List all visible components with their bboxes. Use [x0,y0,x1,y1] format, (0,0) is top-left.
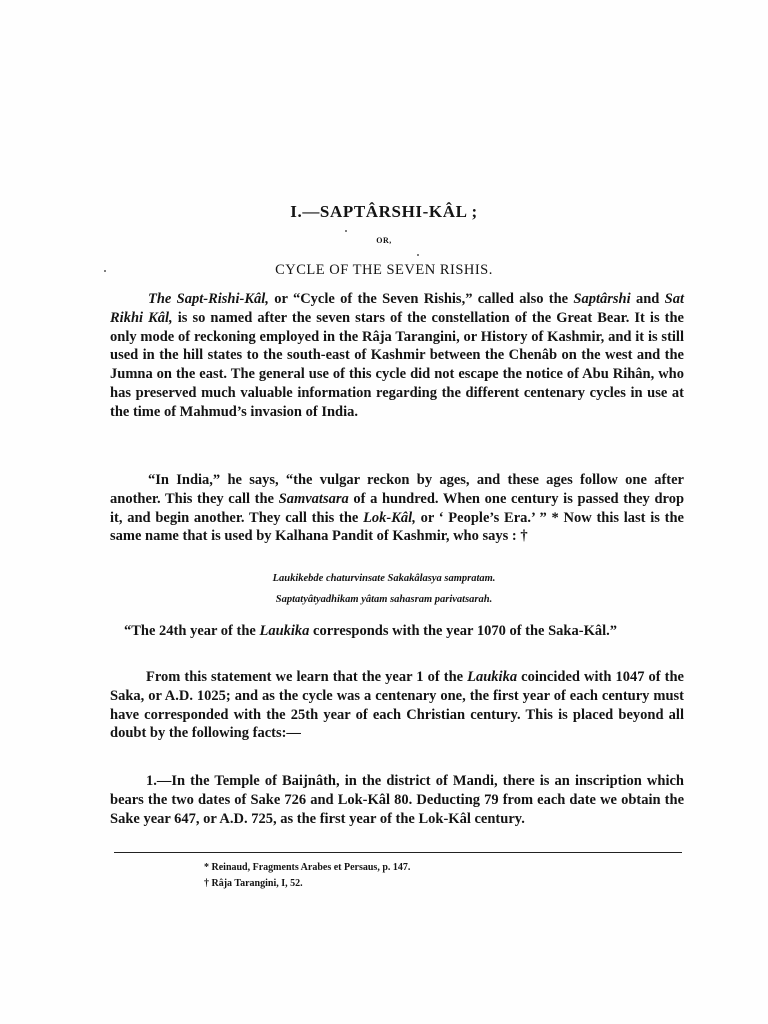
paragraph-text: and [630,291,665,307]
term-laukika: Laukika [259,623,310,639]
title-connector: OR, [376,236,392,245]
paragraph-text: coincided with 1047 of the Saka, or A.D. 1025; and as the cycle was a centenary one, the first year of each century must have corresponded with the 25th year of each Christian century. This is placed beyond all doubt by the following facts:— [110,669,684,742]
paragraph-text: or “Cycle of the Seven Rishis,” called also the [268,291,574,307]
chapter-subtitle: CYCLE OF THE SEVEN RISHIS. [275,262,493,278]
paragraph-text: of a hundred. When one century is passed they drop it, and begin another. They call this the [110,490,685,526]
term-lok-kal: Lok-Kâl, [363,509,416,526]
sanskrit-verse-line-1: Laukikebde chaturvinsate Sakakâlasya sampratam. [272,573,496,584]
paragraph-text: is so named after the seven stars of the constellation of the Great Bear. It is the only mode of reckoning employed in the Râja Tarangini, or History of Kashmir, and it is still used in the hill states to the south-east of Kashmir between the Chenâb on the west and the Jumna on the east. The general use of this cycle did not escape the notice of Abu Rihân, who has preserved much valuable information regarding the different centenary cycles in use at the time of Mahmud’s invasion of India. [110,309,684,420]
paragraph-deduction [110,668,684,743]
scan-speck [104,270,106,272]
footnote-2: † Râja Tarangini, I, 52. [204,878,303,889]
sanskrit-verse-line-2: Saptatyâtyadhikam yâtam sahasram parivatsarah. [275,594,493,605]
scan-speck [345,230,347,232]
scan-speck [417,254,419,256]
paragraph-intro [110,290,684,422]
paragraph-text: or ‘ People’s Era.’ ” * Now this last is the same name that is used by Kalhana Pandit of Kashmir, who says : † [110,509,684,545]
paragraph-baijnath: 1.—In the Temple of Baijnâth, in the district of Mandi, there is an inscription which bears the two dates of Sake 726 and Lok-Kâl 80. Deducting 79 from each date we obtain the Sake year 647, or A.D. 725, as the first year of the Lok-Kâl century. [110,773,684,827]
paragraph-text: “The 24th year of the [124,623,260,639]
term-sat-rikhi-kal: Sat Rikhi Kâl, [110,291,684,326]
term-sapt-rishi-kal: The Sapt-Rishi-Kâl, [148,291,269,307]
paragraph-quote-abu-rihan [110,471,684,546]
paragraph-text: “In India,” he says, “the vulgar reckon by ages, and these ages follow one after another. This they call the [110,472,684,507]
term-laukika: Laukika [467,669,518,685]
term-samvatsara: Samvatsara [278,490,349,507]
footnote-divider [114,852,682,853]
term-saptarshi: Saptârshi [573,291,631,307]
paragraph-translation [110,622,684,641]
footnote-1: * Reinaud, Fragments Arabes et Persaus, p. 147. [204,862,411,873]
paragraph-text: corresponds with the year 1070 of the Saka-Kâl.” [309,623,618,639]
chapter-title: I.—SAPTÂRSHI-KÂL ; [290,202,478,221]
paragraph-text: From this statement we learn that the year 1 of the [146,669,468,685]
